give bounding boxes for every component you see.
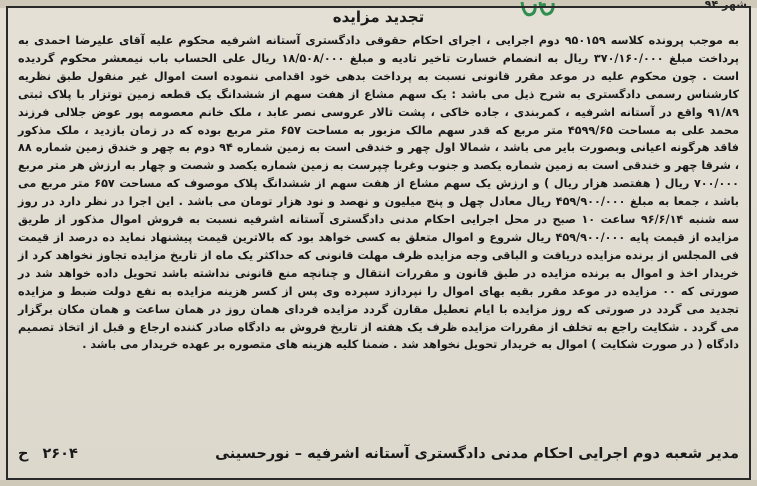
signature-line: مدیر شعبه دوم اجرایی احکام مدنی دادگستری آستانه اشرفیه – نورحسینی <box>215 446 739 462</box>
notice-code: ۲۶۰۴ <box>42 446 78 462</box>
notice-footer <box>18 443 739 465</box>
notice-body: به موجب پرونده کلاسه ۹۵۰۱۵۹ دوم اجرایی ، اجرای احکام حقوقی دادگستری آستانه اشرفیه محکوم علیه آقای علیرضا احمدی به پرداخت مبلغ ۳۷۰/۱۶۰/۰۰۰ ریال به انضمام خسارت تاخیر تادیه و مبلغ ۱۸/۵۰۸/۰۰۰ ریال علی الحساب باب نیمعشر محکوم گردیده است . چون محکوم علیه در موعد مقرر قانونی نسبت به پرداخت بدهی خود اقدامی ننموده است اموال غیر منقول طبق نظریه کارشناس رسمی دادگستری به شرح ذیل می باشد : یک سهم مشاع از هفت سهم از ششدانگ یک قطعه زمین توتزار با پلاک ثبتی ۹۱/۸۹ واقع در آستانه اشرفیه ، کمربندی ، جاده خاکی ، پشت تالار عروسی نصر عابد ، ملک خانم معصومه پور عوض جلالی فرزند محمد علی به مساحت ۴۵۹۹/۶۵ متر مربع که قدر سهم مالک مزبور به مساحت ۶۵۷ متر مربع بوده که در زمان بازدید ، ملک مذکور فاقد هرگونه اعیانی وبصورت بایر می باشد ، شمالا اول چهر و خندقی است به زمین شماره ۹۴ دوم به چهر و خندق زمین شماره ۸۸ ، شرقا چهر و خندقی است به زمین شماره یکصد و جنوب وغربا چپرست به زمین شماره یکصد و شصت و چهار به ارزش هر متر مربع ۷۰۰/۰۰۰ ریال ( هفتصد هزار ریال ) و ارزش یک سهم مشاع از هفت سهم از ششدانگ پلاک موصوف که مساحت ۶۵۷ متر مربع می باشد ، جمعا به مبلغ ۴۵۹/۹۰۰/۰۰۰ ریال معادل چهل و پنج میلیون و نهصد و نود هزار تومان می باشد . این اجرا در نظر دارد در روز سه شنبه ۹۶/۶/۱۴ ساعت ۱۰ صبح در محل اجرایی احکام مدنی دادگستری آستانه اشرفیه نسبت به فروش اموال مذکور از طریق مزایده از قیمت پایه ۴۵۹/۹۰۰/۰۰۰ ریال شروع و اموال متعلق به کسی خواهد بود که بالاترین قیمت پیشنهاد نماید ده درصد از قیمت فی المجلس از برنده مزایده دریافت و الباقی وجه مزایده ظرف مهلت قانونی که حداکثر یک ماه از تاریخ مزایده تجاوز نخواهد کرد از خریدار اخذ و اموال به برنده مزایده در طبق قانون و مقررات انتقال و چنانچه منع قانونی نداشته باشد تحویل داده خواهد شد در صورتی که ۰۰ مزایده در موعد مقرر بقیه بهای اموال را نپردازد سپرده وی پس از کسر هزینه مزایده به نفع دولت ضبط و مزایده تجدید می گردد در صورتی که روز مزایده با ایام تعطیل مقارن گردد مزایده فردای همان روز در همان ساعت و همان مکان برگزار می گردد . شکایت راجع به تخلف از مقررات مزایده ظرف یک هفته از تاریخ فروش به دادگاه صادر کننده ارجاع و قبل از اتخاذ تصمیم دادگاه ( در صورت شکایت ) اموال به خریدار تحویل نخواهد شد . ضمنا کلیه هزینه های متصوره بر عهده خریدار می باشد . <box>18 34 740 352</box>
notice-code-prefix: ح <box>18 446 29 462</box>
notice-title: تجدید مزایده <box>332 8 425 26</box>
bottom-edge <box>0 480 757 486</box>
header-fragment: شهر ۹۴ <box>704 0 747 11</box>
